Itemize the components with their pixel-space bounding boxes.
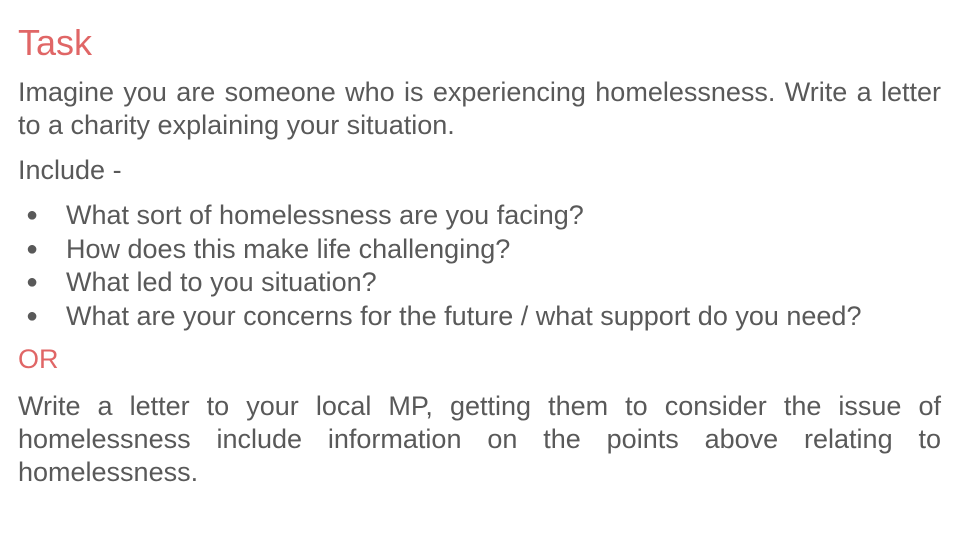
bullet-icon: ● [26,271,39,293]
bullet-icon: ● [26,204,39,226]
list-item-text: How does this make life challenging? [66,233,511,264]
or-separator: OR [18,344,59,374]
list-item [18,233,941,267]
bullet-icon: ● [26,304,39,327]
list-item-text: What are your concerns for the future / what support do you need? [66,300,862,331]
slide [18,22,941,489]
alternative-paragraph: Write a letter to your local MP, getting them to consider the issue of homelessness include information on the points above relating to homelessness. [18,391,941,487]
bullet-list [18,199,941,333]
slide-title: Task [18,22,93,63]
bullet-icon: ● [26,237,39,260]
list-item-text: What led to you situation? [66,267,377,297]
list-item [18,300,941,334]
intro-paragraph: Imagine you are someone who is experiencing homelessness. Write a letter to a charity explaining your situation. [18,77,941,140]
list-item [18,199,941,233]
list-item [18,266,941,300]
include-label: Include - [18,155,122,185]
list-item-text: What sort of homelessness are you facing? [66,200,584,230]
